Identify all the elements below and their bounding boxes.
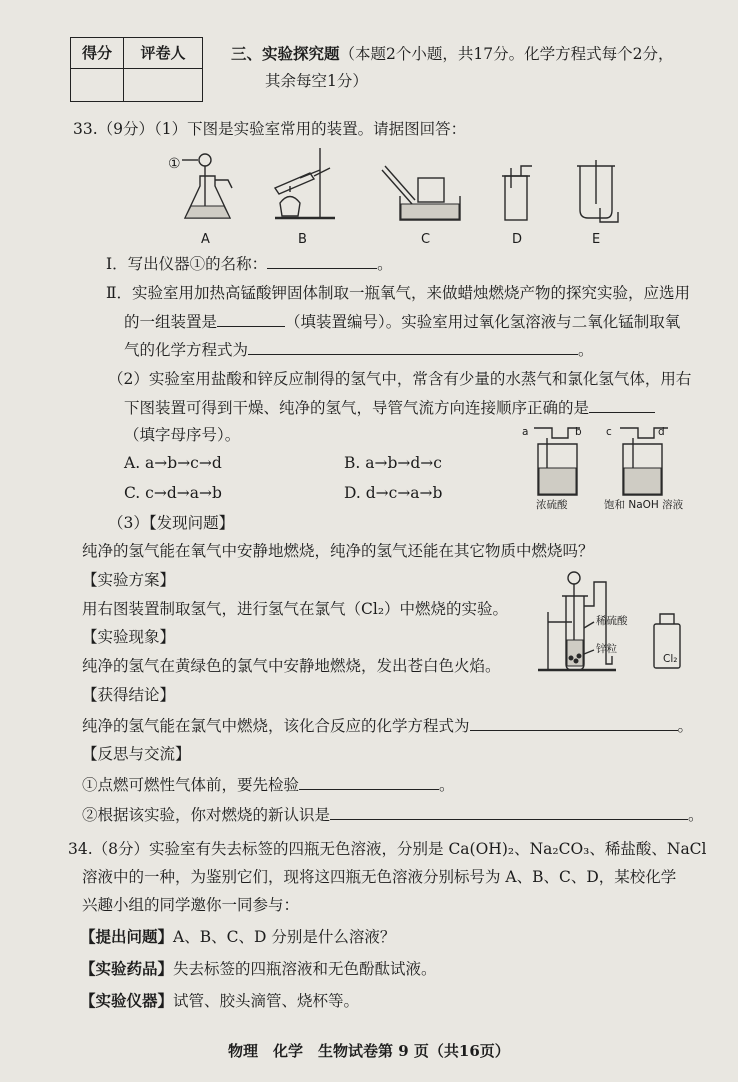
q33-intro-text: （9分）（1）下图是实验室常用的装置。请据图回答：: [97, 120, 467, 138]
q33-part-ii-line3: 气的化学方程式为 。: [124, 338, 594, 361]
q33-part-ii-text-c: 气的化学方程式为: [124, 341, 249, 359]
section-desc-2: 其余每空1分）: [265, 72, 368, 90]
reflection-1-text: ①点燃可燃性气体前，要先检验: [82, 776, 300, 794]
option-c: C. c→d→a→b: [124, 484, 222, 502]
label-cl2: Cl₂: [663, 653, 678, 665]
q33-part-ii-text-b: （填装置编号）。实验室用过氧化氢溶液与二氧化锰制取氧: [285, 313, 681, 331]
reflection-head: 【反思与交流】: [82, 745, 191, 763]
apparatus-b: [275, 148, 335, 218]
q34-question: [80, 926, 395, 948]
section-header: [231, 43, 673, 65]
q33-number: 33.: [73, 120, 98, 138]
port-c: c: [606, 426, 612, 438]
label-dilute-sulfuric: 稀硫酸: [596, 615, 628, 627]
q34-drugs-text: 失去标签的四瓶溶液和无色酚酞试液。: [173, 960, 437, 978]
score-box: [70, 37, 203, 102]
conclusion-line: 纯净的氢气能在氯气中燃烧，该化合反应的化学方程式为 。: [82, 714, 693, 737]
section-desc: （本题2个小题，共17分。化学方程式每个2分，: [339, 45, 674, 63]
q34-instruments: [80, 990, 359, 1012]
apparatus-label-b: B: [298, 232, 307, 247]
q33-p3-head: （3）【发现问题】: [108, 514, 235, 532]
grader-header: 评卷人: [124, 38, 203, 69]
answer-blank-equation-o2[interactable]: [248, 338, 578, 355]
q33-part-ii-line2: [124, 310, 680, 333]
q33-part-ii-line1: Ⅱ．实验室用加热高锰酸钾固体制取一瓶氧气，来做蜡烛燃烧产物的探究实验，应选用: [106, 284, 691, 302]
answer-blank-instrument[interactable]: [267, 252, 377, 269]
q34-line1: [68, 838, 707, 860]
q34-instruments-text: 试管、胶头滴管、烧杯等。: [173, 992, 360, 1010]
apparatus-label-e: E: [592, 232, 601, 247]
port-b: b: [575, 426, 582, 438]
reflection-2: ②根据该实验，你对燃烧的新认识是 。: [82, 803, 704, 826]
q34-question-text: A、B、C、D 分别是什么溶液？: [173, 928, 396, 946]
port-a: a: [522, 426, 529, 438]
q33-intro: [73, 118, 466, 140]
q34-question-head: 【提出问题】: [80, 927, 174, 946]
apparatus-label-d: D: [512, 232, 523, 247]
apparatus-e: [577, 160, 618, 222]
label-zinc: 锌粒: [596, 643, 617, 655]
answer-blank-equation-hcl[interactable]: [470, 714, 678, 731]
grader-cell: [124, 69, 203, 102]
apparatus-figure: [160, 148, 620, 238]
apparatus-label-c: C: [421, 232, 431, 247]
conclusion-text: 纯净的氢气能在氯气中燃烧，该化合反应的化学方程式为: [82, 717, 470, 735]
q33-p2-line1: （2）实验室用盐酸和锌反应制得的氢气中，常含有少量的水蒸气和氯化氢气体，用右: [108, 370, 692, 388]
q34-line2: 溶液中的一种，为鉴别它们，现将这四瓶无色溶液分别标号为 A、B、C、D，某校化学: [82, 868, 677, 886]
q33-p2-text: 下图装置可得到干燥、纯净的氢气，导管气流方向连接顺序正确的是: [124, 399, 590, 417]
apparatus-c: [382, 166, 460, 220]
q33-part-i-text: Ⅰ．写出仪器①的名称：: [106, 255, 268, 273]
q34-number: 34.: [68, 840, 93, 858]
plan-head: 【实验方案】: [82, 571, 176, 589]
label-naoh: 饱和 NaOH 溶液: [604, 499, 684, 511]
answer-blank-check[interactable]: [299, 773, 439, 790]
option-a: A. a→b→c→d: [124, 454, 222, 472]
answer-blank-order[interactable]: [589, 396, 655, 413]
apparatus-a: [182, 154, 232, 218]
bottle-conc-sulfuric: [534, 428, 580, 495]
apparatus-d: [502, 166, 532, 220]
q33-p3-question: 纯净的氢气能在氧气中安静地燃烧，纯净的氢气还能在其它物质中燃烧吗？: [82, 542, 594, 560]
answer-blank-new-understanding[interactable]: [330, 803, 688, 820]
section-title: 三、实验探究题: [231, 44, 340, 63]
option-b: B. a→b→d→c: [344, 454, 442, 472]
port-d: d: [658, 426, 665, 438]
score-header: 得分: [71, 38, 124, 69]
apparatus-label-a: A: [201, 232, 210, 247]
q33-part-ii-text-a: 的一组装置是: [124, 313, 218, 331]
q34-line1-text: （8分）实验室有失去标签的四瓶无色溶液，分别是 Ca(OH)₂、Na₂CO₃、稀盐酸、NaCl: [92, 840, 707, 858]
option-d: D. d→c→a→b: [344, 484, 443, 502]
q34-drugs: [80, 958, 437, 980]
score-cell: [71, 69, 124, 102]
reflection-2-text: ②根据该实验，你对燃烧的新认识是: [82, 806, 331, 824]
phenomenon-text: 纯净的氢气在黄绿色的氯气中安静地燃烧，发出苍白色火焰。: [82, 657, 501, 675]
phenomenon-head: 【实验现象】: [82, 628, 176, 646]
q33-p2-line3: （填字母序号）。: [124, 426, 241, 444]
q33-p2-line2: [124, 396, 655, 419]
conclusion-head: 【获得结论】: [82, 686, 176, 704]
plan-text: 用右图装置制取氢气，进行氢气在氯气（Cl₂）中燃烧的实验。: [82, 600, 509, 618]
answer-blank-device[interactable]: [217, 310, 285, 327]
q34-instruments-head: 【实验仪器】: [80, 991, 174, 1010]
q33-part-i: Ⅰ．写出仪器①的名称： 。: [106, 252, 393, 275]
q34-drugs-head: 【实验药品】: [80, 959, 174, 978]
page-footer: 物理 化学 生物试卷第 9 页（共16页）: [228, 1042, 510, 1060]
instrument-marker: ①: [168, 156, 181, 172]
q34-line3: 兴趣小组的同学邀你一同参与：: [82, 896, 300, 914]
label-conc-sulfuric: 浓硫酸: [536, 499, 568, 511]
reflection-1: ①点燃可燃性气体前，要先检验 。: [82, 773, 455, 796]
